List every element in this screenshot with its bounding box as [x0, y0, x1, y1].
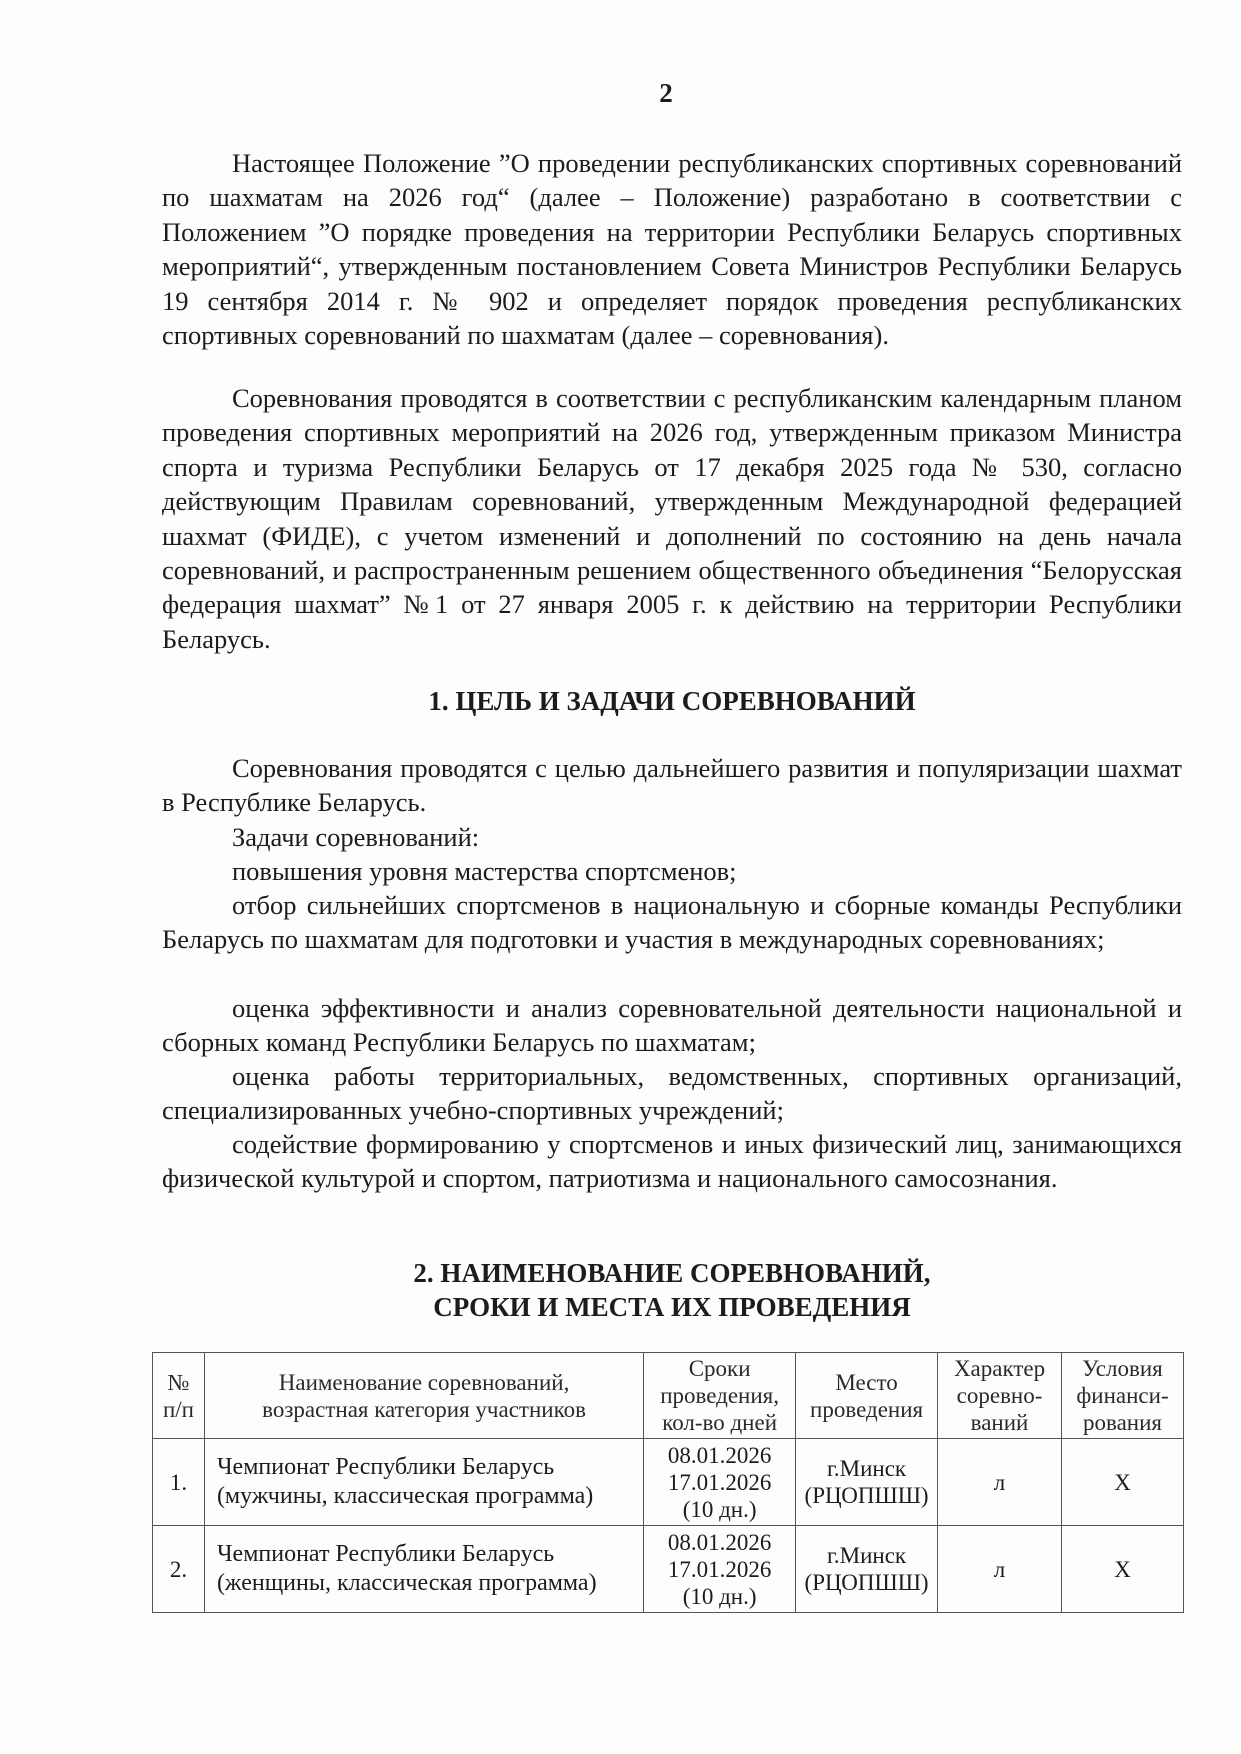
row-finance: Х: [1062, 1526, 1184, 1613]
row-date-end: 17.01.2026: [667, 1469, 772, 1495]
header-number-line: №: [167, 1369, 190, 1395]
section-2-heading: [162, 1256, 1182, 1324]
task-item-5: содействие формированию у спортсменов и иных физический лиц, занимающихся физической культурой и спортом, патриотизма и национального самосознания.: [162, 1129, 1182, 1194]
section-1-heading: 1. ЦЕЛЬ И ЗАДАЧИ СОРЕВНОВАНИЙ: [428, 686, 916, 716]
header-type: [938, 1353, 1062, 1439]
header-finance-line: финанси-: [1076, 1383, 1169, 1408]
row-date-start: 08.01.2026: [667, 1442, 772, 1468]
section-2-heading-line-2: СРОКИ И МЕСТА ИХ ПРОВЕДЕНИЯ: [433, 1292, 911, 1322]
header-type-line: ваний: [970, 1410, 1029, 1435]
header-name-line: Наименование соревнований,: [278, 1369, 570, 1395]
header-dates-line: кол-во дней: [662, 1410, 778, 1435]
row-number: 2.: [153, 1526, 205, 1613]
row-name-line: Чемпионат Республики Беларусь: [216, 1541, 555, 1567]
row-name: [204, 1439, 643, 1526]
table-row: [153, 1439, 1184, 1526]
row-type: л: [938, 1439, 1062, 1526]
row-name-line: Чемпионат Республики Беларусь: [216, 1454, 555, 1480]
row-place-city: г.Минск: [827, 1456, 907, 1481]
row-number: 1.: [153, 1439, 205, 1526]
header-place-line: Место: [835, 1369, 898, 1395]
task-item-4: оценка работы территориальных, ведомственных, спортивных организаций, специализированных учебно-спортивных учреждений;: [162, 1061, 1182, 1126]
row-place-city: г.Минск: [827, 1543, 907, 1568]
header-place: [796, 1353, 938, 1439]
row-date-start: 08.01.2026: [667, 1529, 772, 1555]
header-finance-line: Условия: [1082, 1356, 1163, 1381]
section-2-heading-line-1: 2. НАИМЕНОВАНИЕ СОРЕВНОВАНИЙ,: [413, 1258, 931, 1288]
row-duration: (10 дн.): [682, 1496, 757, 1522]
row-dates: [644, 1439, 796, 1526]
table-header-row: [153, 1353, 1184, 1439]
header-dates-line: проведения,: [660, 1383, 779, 1408]
intro-paragraph-2: Соревнования проводятся в соответствии с республиканским календарным планом проведения спортивных мероприятий на 2026 год, утвержденным приказом Министра спорта и туризма Республики Беларусь от 17 декабря 2025 года № 530, согласно действующим Правилам соревнований, утвержденным Международной федерацией шахмат (ФИДЕ), с учетом изменений и дополнений по состоянию на день начала соревнований, и распространенным решением общественного объединения “Белорусская федерация шахмат” №1 от 27 января 2005 г. к действию на территории Республики Беларусь.: [162, 383, 1182, 654]
row-place-venue: (РЦОПШШ): [804, 1570, 929, 1595]
header-place-line: проведения: [810, 1396, 924, 1422]
header-finance-line: рования: [1083, 1410, 1162, 1435]
row-dates: [644, 1526, 796, 1613]
header-name-line: возрастная категория участников: [262, 1396, 586, 1422]
header-number-line: п/п: [162, 1396, 194, 1422]
header-number: [153, 1353, 205, 1439]
goal-paragraph: Соревнования проводятся с целью дальнейшего развития и популяризации шахмат в Республике Беларусь.: [162, 753, 1182, 818]
row-place: [796, 1439, 938, 1526]
row-place-venue: (РЦОПШШ): [804, 1483, 929, 1508]
page-number: 2: [659, 78, 673, 108]
header-type-line: соревно-: [956, 1383, 1043, 1408]
row-duration: (10 дн.): [682, 1583, 757, 1609]
row-date-end: 17.01.2026: [667, 1556, 772, 1582]
row-finance: Х: [1062, 1439, 1184, 1526]
header-name: [204, 1353, 643, 1439]
tasks-label: Задачи соревнований:: [232, 822, 480, 852]
header-type-line: Характер: [953, 1356, 1046, 1381]
header-dates-line: Сроки: [688, 1356, 751, 1381]
task-item-2: отбор сильнейших спортсменов в национальную и сборные команды Республики Беларусь по шахматам для подготовки и участия в международных соревнованиях;: [162, 890, 1182, 955]
intro-paragraph-1: Настоящее Положение ”О проведении республиканских спортивных соревнований по шахматам на 2026 год“ (далее – Положение) разработано в соответствии с Положением ”О порядке проведения на территории Республики Беларусь спортивных мероприятий“, утвержденным постановлением Совета Министров Республики Беларусь 19 сентября 2014 г. № 902 и определяет порядок проведения республиканских спортивных соревнований по шахматам (далее – соревнования).: [162, 148, 1182, 351]
header-finance: [1062, 1353, 1184, 1439]
row-place: [796, 1526, 938, 1613]
competitions-table: [152, 1352, 1184, 1613]
table-row: [153, 1526, 1184, 1613]
row-name-line: (женщины, классическая программа): [216, 1570, 597, 1596]
task-item-1: повышения уровня мастерства спортсменов;: [232, 856, 737, 886]
header-dates: [644, 1353, 796, 1439]
row-name-line: (мужчины, классическая программа): [216, 1483, 594, 1509]
row-name: [204, 1526, 643, 1613]
task-item-3: оценка эффективности и анализ соревновательной деятельности национальной и сборных команд Республики Беларусь по шахматам;: [162, 993, 1182, 1058]
row-type: л: [938, 1526, 1062, 1613]
